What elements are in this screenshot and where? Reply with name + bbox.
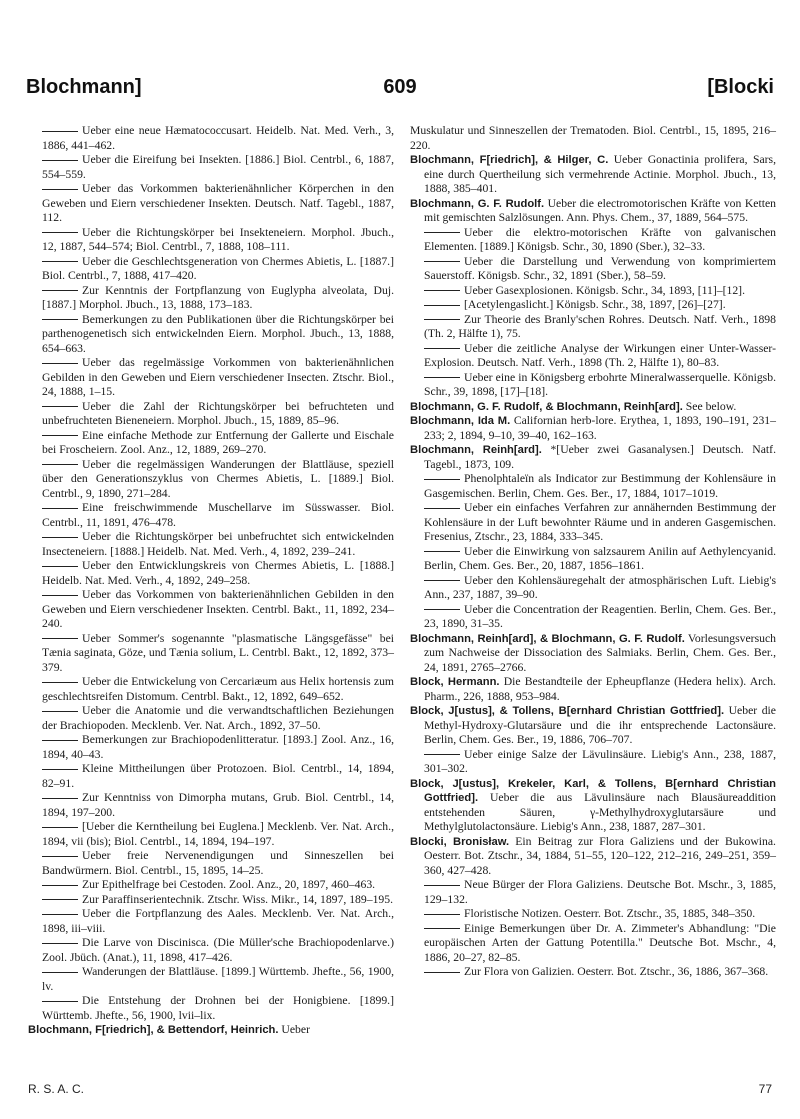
ditto-dash: [424, 580, 460, 581]
bibliography-entry: [28, 501, 394, 530]
entry-text: Ueber die zeitliche Analyse der Wirkungen einer Unter-Wasser-Explosion. Deutsch. Natf. Verh., 1898 (Th. 2, Hälfte 1), 80–83.: [424, 341, 776, 369]
entry-text: Zur Paraffinserientechnik. Ztschr. Wiss. Mikr., 14, 1897, 189–195.: [82, 892, 394, 906]
ditto-dash: [42, 740, 78, 741]
bibliography-entry: [28, 820, 394, 849]
header-right: [Blocki: [707, 76, 774, 98]
entry-text: Ueber die Richtungskörper bei Insekteneiern. Morphol. Jbuch., 12, 1887, 544–574; Biol. Centrbl., 7, 1888, 108–111.: [42, 225, 394, 253]
bibliography-entry: [28, 878, 394, 893]
entry-text: Bemerkungen zu den Publikationen über die Richtungskörper bei parthenogenetisch sich entwickelnden Eiern. Morphol. Jbuch., 13, 1888, 654–663.: [42, 312, 394, 355]
bibliography-entry: [28, 153, 394, 182]
bibliography-entry: [28, 356, 394, 400]
entry-text: Muskulatur und Sinneszellen der Trematoden. Biol. Centrbl., 15, 1895, 216–220.: [410, 124, 776, 152]
ditto-dash: [42, 827, 78, 828]
entry-text: Ueber den Entwicklungskreis von Chermes Abietis, L. [1888.] Heidelb. Nat. Med. Verh., 4, 1892, 249–258.: [42, 559, 394, 587]
bibliography-entry: [28, 936, 394, 965]
bibliography-entry: [28, 400, 394, 429]
bibliography-entry: [410, 371, 776, 400]
entry-text: Ueber die regelmässigen Wanderungen der Blattläuse, speziell über den Generationszyklus von Chermes Abietis, L. [1889.] Biol. Centrbl., 9, 1890, 271–284.: [42, 457, 394, 500]
entry-text: Ueber das regelmässige Vorkommen von bakterienähnlichen Gebilden in den Geweben und Eiern verschiedener Insecten. Ztschr. Biol., 24, 1888, 1–15.: [42, 356, 394, 398]
entry-text: Zur Kenntniss von Dimorpha mutans, Grub. Biol. Centrbl., 14, 1894, 197–200.: [42, 791, 394, 819]
left-column: [28, 124, 394, 1038]
entry-author: Block, J[ustus], Krekeler, Karl, & Tollens, B[ernhard Christian Gottfried].: [410, 777, 776, 804]
entry-text: Ueber Gasexplosionen. Königsb. Schr., 34, 1893, [11]–[12].: [464, 283, 745, 297]
entry-text: Ueber die Zahl der Richtungskörper bei befruchteten und unbefruchteten Bieneneiern. Morphol. Jbuch., 15, 1889, 85–96.: [42, 399, 394, 427]
bibliography-entry: [410, 124, 776, 153]
entry-text: See below.: [682, 399, 737, 413]
bibliography-entry: [410, 675, 776, 704]
entry-author: Blochmann, Reinh[ard].: [410, 444, 542, 456]
ditto-dash: [424, 551, 460, 552]
entry-text: Kleine Mittheilungen über Protozoen. Biol. Centrbl., 14, 1894, 82–91.: [42, 762, 394, 790]
entry-text: Eine freischwimmende Muschellarve im Süsswasser. Biol. Centrbl., 11, 1891, 476–478.: [42, 501, 394, 529]
entry-text: Vorlesungsversuch zum Nachweise der Dissociation des Salmiaks. Berlin, Chem. Ges. Ber., 24, 1891, 2765–2766.: [424, 631, 776, 674]
entry-text: Die Entstehung der Drohnen bei der Honigbiene. [1899.] Württemb. Jhefte., 56, 1900, lvii–lix.: [42, 994, 394, 1022]
bibliography-entry: [28, 791, 394, 820]
ditto-dash: [424, 348, 460, 349]
entry-text: Wanderungen der Blattläuse. [1899.] Württemb. Jhefte., 56, 1900, lv.: [42, 965, 394, 993]
bibliography-entry: [410, 443, 776, 472]
bibliography-entry: [410, 574, 776, 603]
ditto-dash: [424, 377, 460, 378]
entry-text: Ueber die elektro-motorischen Kräfte von galvanischen Elementen. [1889.] Königsb. Schr., 30, 1890 (Sber.), 32–33.: [424, 225, 776, 253]
ditto-dash: [42, 508, 78, 509]
bibliography-entry: [410, 226, 776, 255]
bibliography-entry: [28, 907, 394, 936]
bibliography-entry: [28, 313, 394, 357]
entry-author: Blochmann, G. F. Rudolf, & Blochmann, Reinh[ard].: [410, 400, 683, 413]
bibliography-entry: [410, 704, 776, 748]
running-header: [26, 76, 774, 106]
bibliography-entry: [410, 255, 776, 284]
ditto-dash: [42, 972, 78, 973]
entry-text: Ueber die electromotorischen Kräfte von Ketten mit gemischten Salzlösungen. Ann. Phys. Chem., 37, 1889, 564–575.: [424, 196, 776, 224]
entry-text: Zur Epithelfrage bei Cestoden. Zool. Anz., 20, 1897, 460–463.: [82, 878, 376, 891]
entry-text: Ueber die Geschlechtsgeneration von Chermes Abietis, L. [1887.] Biol. Centrbl., 7, 1888, 417–420.: [42, 254, 394, 282]
ditto-dash: [424, 479, 460, 480]
ditto-dash: [424, 972, 460, 973]
ditto-dash: [424, 609, 460, 610]
entry-text: Einige Bemerkungen über Dr. A. Zimmeter's Abhandlung: "Die europäischen Arten der Gattung Potentilla." Deutsche Bot. Mschr., 4, 1886, 20–27, 82–85.: [424, 921, 776, 964]
ditto-dash: [424, 508, 460, 509]
entry-text: [Acetylengaslicht.] Königsb. Schr., 38, 1897, [26]–[27].: [464, 298, 726, 311]
ditto-dash: [42, 363, 78, 364]
bibliography-entry: [410, 197, 776, 226]
entry-text: Ueber die Eireifung bei Insekten. [1886.] Biol. Centrbl., 6, 1887, 554–559.: [42, 153, 394, 181]
ditto-dash: [424, 754, 460, 755]
bibliography-entry: [28, 704, 394, 733]
ditto-dash: [42, 261, 78, 262]
ditto-dash: [42, 406, 78, 407]
bibliography-entry: [28, 733, 394, 762]
page-number: 609: [383, 76, 417, 98]
bibliography-entry: [410, 298, 776, 313]
bibliography-entry: [28, 226, 394, 255]
entry-author: Blochmann, Ida M.: [410, 415, 511, 427]
ditto-dash: [42, 856, 78, 857]
ditto-dash: [424, 319, 460, 320]
ditto-dash: [42, 566, 78, 567]
entry-author: Blocki, Bronisław.: [410, 835, 510, 848]
entry-text: Zur Theorie des Branly'schen Rohres. Deutsch. Natf. Verh., 1898 (Th. 2, Hälfte 1), 75.: [424, 312, 776, 340]
entry-text: Zur Flora von Galizien. Oesterr. Bot. Ztschr., 36, 1886, 367–368.: [464, 965, 769, 978]
bibliography-entry: [28, 762, 394, 791]
bibliography-entry: [28, 429, 394, 458]
ditto-dash: [424, 305, 460, 306]
entry-text: Eine einfache Methode zur Entfernung der Gallerte und Eischale bei Froscheiern. Zool. Anz., 12, 1889, 269–270.: [42, 428, 394, 456]
ditto-dash: [42, 435, 78, 436]
bibliography-entry: [410, 284, 776, 299]
entry-author: Blochmann, F[riedrich], & Bettendorf, Heinrich.: [28, 1024, 279, 1036]
entry-text: Ueber das Vorkommen bakterienähnlicher Körperchen in den Geweben und Eiern verschiedener Insekten. Deutsch. Natf. Tagebl., 1887, 112.: [42, 182, 394, 224]
ditto-dash: [42, 682, 78, 683]
entry-text: [Ueber die Kerntheilung bei Euglena.] Mecklenb. Ver. Nat. Arch., 1894, vii (bis); Biol. Centrbl., 14, 1894, 194–197.: [42, 820, 394, 848]
entry-text: Phenolphtaleïn als Indicator zur Bestimmung der Kohlensäure in Gasgemischen. Berlin, Chem. Ges. Ber., 17, 1884, 1017–1019.: [424, 472, 776, 500]
bibliography-entry: [28, 530, 394, 559]
bibliography-entry: [28, 559, 394, 588]
bibliography-entry: [410, 835, 776, 879]
ditto-dash: [42, 711, 78, 712]
bibliography-entry: [410, 414, 776, 443]
bibliography-entry: [28, 124, 394, 153]
bibliography-entry: [28, 849, 394, 878]
bibliography-entry: [410, 878, 776, 907]
bibliography-entry: [410, 777, 776, 835]
entry-text: Ueber die Einwirkung von salzsaurem Anilin auf Aethylencyanid. Berlin, Chem. Ges. Ber., 20, 1887, 1856–1861.: [424, 544, 776, 572]
entry-text: Californian herb-lore. Erythea, 1, 1893, 190–191, 231–233; 2, 1894, 9–10, 39–40, 162–163.: [424, 414, 776, 442]
bibliography-entry: [28, 965, 394, 994]
ditto-dash: [424, 290, 460, 291]
bibliography-entry: [28, 893, 394, 908]
ditto-dash: [424, 928, 460, 929]
bibliography-entry: [28, 255, 394, 284]
entry-text: Bemerkungen zur Brachiopodenlitteratur. [1893.] Zool. Anz., 16, 1894, 40–43.: [42, 733, 394, 761]
entry-author: Blochmann, F[riedrich], & Hilger, C.: [410, 154, 609, 166]
ditto-dash: [42, 1001, 78, 1002]
entry-author: Block, Hermann.: [410, 676, 500, 688]
ditto-dash: [42, 595, 78, 596]
bibliography-entry: [410, 400, 776, 415]
ditto-dash: [42, 638, 78, 639]
ditto-dash: [424, 914, 460, 915]
header-left: Blochmann]: [26, 76, 142, 98]
entry-text: Ueber die Anatomie und die verwandtschaftlichen Beziehungen der Brachiopoden. Mecklenb. Ver. Nat. Arch., 1892, 37–50.: [42, 704, 394, 732]
ditto-dash: [42, 290, 78, 291]
entry-text: Ueber eine in Königsberg erbohrte Mineralwasserquelle. Königsb. Schr., 39, 1898, [17]–[18].: [424, 370, 776, 398]
entry-text: Zur Kenntnis der Fortpflanzung von Euglypha alveolata, Duj. [1887.] Morphol. Jbuch., 13, 1888, 173–183.: [42, 283, 394, 311]
ditto-dash: [424, 232, 460, 233]
bibliography-entry: [28, 994, 394, 1023]
entry-text: Ueber ein einfaches Verfahren zur annähernden Bestimmung der Kohlensäure in der Luft bewohnter Räume und in anderen Gasgemischen. Fresenius, Ztschr., 23, 1884, 333–345.: [424, 501, 776, 543]
entry-text: Ueber die Fortpflanzung des Aales. Mecklenb. Ver. Nat. Arch., 1898, iii–viii.: [42, 907, 394, 935]
ditto-dash: [42, 943, 78, 944]
entry-text: Ueber freie Nervenendigungen und Sinneszellen bei Bandwürmern. Biol. Centrbl., 15, 1895, 14–25.: [42, 849, 394, 877]
bibliography-entry: [410, 965, 776, 980]
bibliography-entry: [28, 632, 394, 676]
entry-text: Ueber den Kohlensäuregehalt der atmosphärischen Luft. Liebig's Ann., 237, 1887, 39–90.: [424, 573, 776, 601]
bibliography-entry: [410, 472, 776, 501]
entry-text: Floristische Notizen. Oesterr. Bot. Ztschr., 35, 1885, 348–350.: [464, 907, 756, 920]
entry-text: Ueber eine neue Hæmatococcusart. Heidelb. Nat. Med. Verh., 3, 1886, 441–462.: [42, 124, 394, 152]
bibliography-entry: [28, 588, 394, 632]
ditto-dash: [42, 464, 78, 465]
ditto-dash: [42, 160, 78, 161]
ditto-dash: [42, 899, 78, 900]
ditto-dash: [42, 537, 78, 538]
bibliography-entry: [410, 342, 776, 371]
entry-text: Ueber die Concentration der Reagentien. Berlin, Chem. Ges. Ber., 23, 1890, 31–35.: [424, 602, 776, 630]
entry-text: Ueber die Methyl-Hydroxy-Glutarsäure und die ihr entsprechende Lactonsäure. Berlin, Chem. Ges. Ber., 19, 1886, 706–707.: [424, 704, 776, 746]
ditto-dash: [42, 131, 78, 132]
ditto-dash: [424, 885, 460, 886]
bibliography-entry: [410, 922, 776, 966]
entry-text: Ueber das Vorkommen von bakterienähnlichen Gebilden in den Geweben und Eiern verschiedener Insekten. Centrbl. Bakt., 11, 1892, 234–240.: [42, 588, 394, 630]
bibliography-entry: [28, 182, 394, 226]
entry-text: Ueber die Richtungskörper bei unbefruchtet sich entwickelnden Insecteneiern. [1888.] Heidelb. Nat. Med. Verh., 4, 1892, 239–241.: [42, 530, 394, 558]
ditto-dash: [42, 232, 78, 233]
ditto-dash: [42, 769, 78, 770]
entry-text: Die Bestandteile der Epheupflanze (Hedera helix). Arch. Pharm., 226, 1888, 953–984.: [424, 675, 776, 703]
ditto-dash: [42, 885, 78, 886]
bibliography-entry: [410, 603, 776, 632]
bibliography-entry: [410, 501, 776, 545]
bibliography-entry: [28, 1023, 394, 1038]
entry-author: Block, J[ustus], & Tollens, B[ernhard Christian Gottfried].: [410, 705, 725, 717]
ditto-dash: [42, 319, 78, 320]
entry-text: Ueber die Darstellung und Verwendung von komprimiertem Sauerstoff. Königsb. Schr., 32, 1891 (Sber.), 58–59.: [424, 254, 776, 282]
bibliography-entry: [410, 153, 776, 197]
entry-text: *[Ueber zwei Gasanalysen.] Deutsch. Natf. Tagebl., 1873, 109.: [424, 443, 776, 471]
footer-right: 77: [758, 1082, 772, 1096]
entry-text: Ein Beitrag zur Flora Galiziens und der Bukowina. Oesterr. Bot. Ztschr., 34, 1884, 51–55, 120–122, 212–216, 249–251, 359–360, 427–428.: [424, 834, 776, 877]
bibliography-entry: [28, 284, 394, 313]
bibliography-entry: [28, 675, 394, 704]
entry-text: Ueber: [278, 1023, 310, 1036]
bibliography-entry: [410, 545, 776, 574]
entry-text: Ueber Gonactinia prolifera, Sars, eine durch Quertheilung sich vermehrende Actinie. Morphol. Jbuch., 13, 1888, 385–401.: [424, 153, 776, 195]
right-column: [410, 124, 776, 980]
ditto-dash: [42, 189, 78, 190]
bibliography-entry: [410, 313, 776, 342]
ditto-dash: [42, 798, 78, 799]
ditto-dash: [424, 261, 460, 262]
footer-left: R. S. A. C.: [28, 1082, 85, 1096]
entry-text: Ueber Sommer's sogenannte "plasmatische Längsgefässe" bei Tænia saginata, Göze, und Tænia solium, L. Centrbl. Bakt., 12, 1892, 373–379.: [42, 631, 394, 674]
entry-text: Ueber die Entwickelung von Cercariæum aus Helix hortensis zum geschlechtsreifen Distomum. Centrbl. Bakt., 12, 1892, 649–652.: [42, 675, 394, 703]
bibliography-entry: [28, 458, 394, 502]
bibliography-entry: [410, 632, 776, 676]
entry-text: Ueber einige Salze der Lävulinsäure. Liebig's Ann., 238, 1887, 301–302.: [424, 747, 776, 775]
bibliography-entry: [410, 907, 776, 922]
ditto-dash: [42, 914, 78, 915]
entry-text: Die Larve von Discinisca. (Die Müller'sche Brachiopodenlarve.) Zool. Jbüch. (Anat.), 11, 1898, 417–426.: [42, 936, 394, 964]
entry-text: Neue Bürger der Flora Galiziens. Deutsche Bot. Mschr., 3, 1885, 129–132.: [424, 878, 776, 906]
bibliography-entry: [410, 748, 776, 777]
entry-author: Blochmann, Reinh[ard], & Blochmann, G. F. Rudolf.: [410, 632, 685, 645]
entry-text: Ueber die aus Lävulinsäure nach Blausäureaddition entstehenden Säuren, γ-Methylhydroxyglutarsäure und Methylglutolactonsäure. Liebig's Ann., 238, 1887, 287–301.: [424, 791, 776, 833]
entry-author: Blochmann, G. F. Rudolf.: [410, 197, 545, 210]
